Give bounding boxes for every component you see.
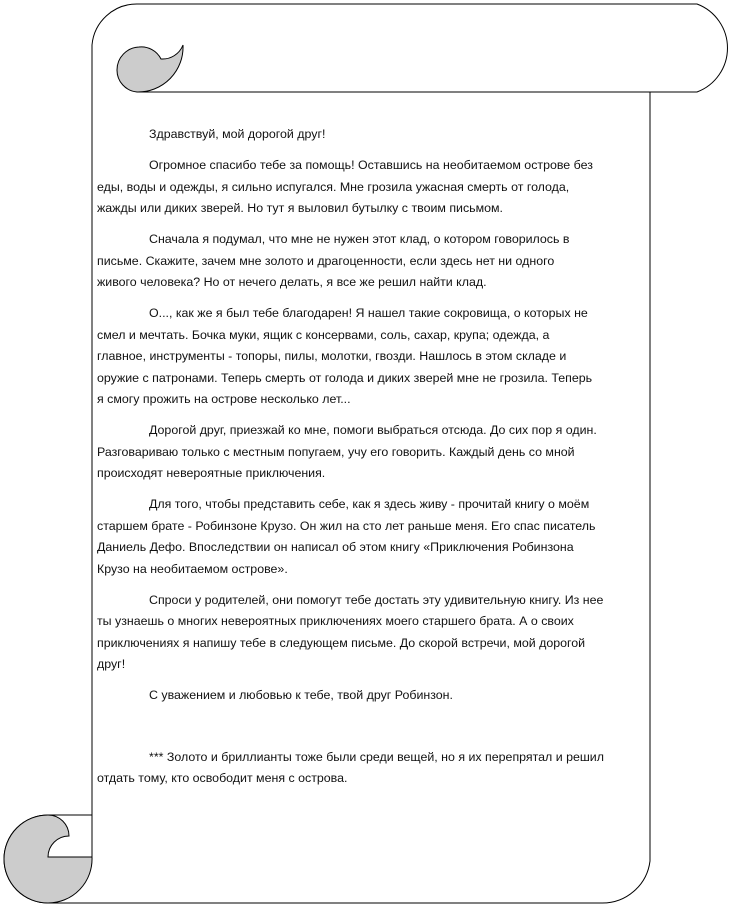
text-line: Разговариваю только с местным попугаем, учу его говорить. Каждый день со мной <box>97 444 575 459</box>
text-line: отдать тому, кто освободит меня с острова. <box>97 771 348 785</box>
letter-paragraph <box>97 229 645 294</box>
text-line: Для того, чтобы представить себе, как я здесь живу - прочитай книгу о моём <box>149 497 590 511</box>
text-line: ты узнаешь о многих невероятных приключениях моего старшего брата. А о своих <box>97 614 574 628</box>
letter-paragraph <box>97 420 645 485</box>
letter-text <box>97 124 645 799</box>
letter-postscript <box>97 747 645 790</box>
letter-closing: С уважением и любовью к тебе, твой друг Робинзон. <box>149 688 453 702</box>
text-line: *** Золото и бриллианты тоже были среди вещей, но я их перепрятал и решил <box>149 749 604 764</box>
text-line: оружие с патронами. Теперь смерть от голода и диких зверей мне не грозила. Теперь <box>97 370 593 385</box>
letter-paragraph <box>97 590 645 676</box>
text-line: главное, инструменты - топоры, пилы, молотки, гвозди. Нашлось в этом складе и <box>97 349 567 363</box>
text-line: Даниель Дефо. Впоследствии он написал об этом книгу «Приключения Робинзона <box>97 540 574 554</box>
text-line: Крузо на необитаемом острове». <box>97 561 288 576</box>
text-line: О..., как же я был тебе благодарен! Я нашел такие сокровища, о которых не <box>149 306 588 320</box>
text-line: Дорогой друг, приезжай ко мне, помоги выбраться отсюда. До сих пор я один. <box>149 423 597 437</box>
text-line: Сначала я подумал, что мне не нужен этот клад, о котором говорилось в <box>149 232 570 246</box>
text-line: живого человека? Но от нечего делать, я все же решил найти клад. <box>97 275 487 289</box>
letter-paragraph <box>97 155 645 220</box>
text-line: я смогу прожить на острове несколько лет... <box>97 392 351 406</box>
letter-paragraph <box>97 303 645 411</box>
text-line: письме. Скажите, зачем мне золото и драгоценности, если здесь нет ни одного <box>97 253 555 268</box>
letter-greeting: Здравствуй, мой дорогой друг! <box>149 127 326 141</box>
text-line: происходят невероятные приключения. <box>97 466 326 480</box>
text-line: смел и мечтать. Бочка муки, ящик с консервами, соль, сахар, крупа; одежда, а <box>97 327 550 342</box>
text-line: друг! <box>97 657 126 671</box>
letter-paragraph <box>97 494 645 580</box>
text-line: приключениях я напишу тебе в следующем письме. До скорой встречи, мой дорогой <box>97 635 586 650</box>
text-line: старшем брате - Робинзоне Крузо. Он жил на сто лет раньше меня. Его спас писатель <box>97 518 596 533</box>
text-line: жажды или диких зверей. Но тут я выловил бутылку с твоим письмом. <box>97 201 503 215</box>
text-line: Спроси у родителей, они помогут тебе достать эту удивительную книгу. Из нее <box>149 592 604 607</box>
text-line: Огромное спасибо тебе за помощь! Оставшись на необитаемом острове без <box>149 158 593 172</box>
text-line: еды, воды и одежды, я сильно испугался. Мне грозила ужасная смерть от голода, <box>97 179 570 194</box>
